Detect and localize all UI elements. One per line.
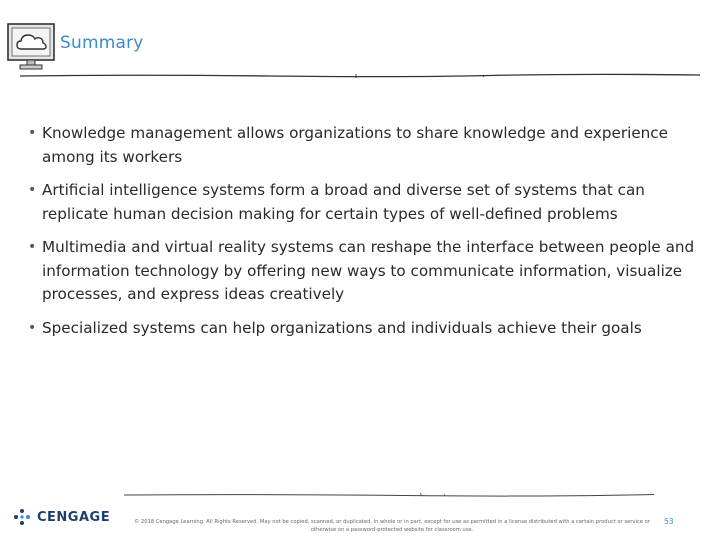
header-divider	[20, 70, 700, 82]
bullet-list	[28, 122, 698, 350]
page-number: 53	[664, 517, 674, 526]
copyright-notice: © 2018 Cengage Learning. All Rights Reserved. May not be copied, scanned, or duplicated, in whole or in part, except for use as permitted in a license distributed with a certain product or service or otherwise on a password-protected website for classroom use.	[134, 519, 650, 533]
bullet-item: • Knowledge management allows organizations to share knowledge and experience among its workers	[28, 122, 698, 169]
page-title: Summary	[60, 33, 144, 53]
cloud-monitor-icon	[6, 22, 56, 72]
logo-text: CENGAGE	[37, 509, 111, 525]
cengage-logo-icon	[12, 507, 32, 527]
cengage-logo	[12, 505, 114, 529]
bullet-item: • Artificial intelligence systems form a broad and diverse set of systems that can replicate human decision making for certain types of well-defined problems	[28, 179, 698, 226]
footer-divider	[124, 490, 654, 500]
bullet-item: • Multimedia and virtual reality systems can reshape the interface between people and information technology by offering new ways to communicate information, visualize processes, and express ideas creatively	[28, 236, 698, 307]
bullet-item: • Specialized systems can help organizations and individuals achieve their goals	[28, 317, 698, 341]
